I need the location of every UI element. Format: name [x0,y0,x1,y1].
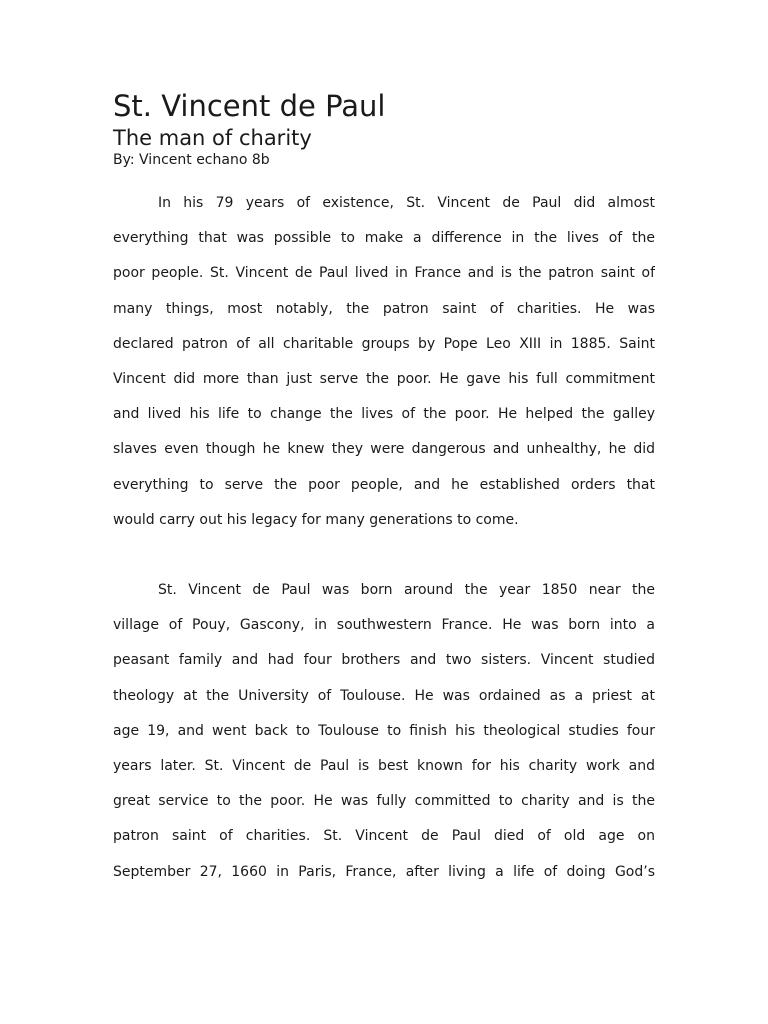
paragraph-line: September 27, 1660 in Paris, France, after living a life of doing God’s [113,863,655,880]
paragraph-line: great service to the poor. He was fully committed to charity and is the [113,793,655,810]
paragraph-line: years later. St. Vincent de Paul is best known for his charity work and [113,757,655,774]
paragraph-line: everything that was possible to make a difference in the lives of the [113,230,655,247]
paragraph-line: declared patron of all charitable groups by Pope Leo XIII in 1885. Saint [113,335,655,352]
paragraph-line: many things, most notably, the patron saint of charities. He was [113,300,655,317]
paragraph-line: poor people. St. Vincent de Paul lived in France and is the patron saint of [113,265,655,282]
paragraph-line: village of Pouy, Gascony, in southwestern France. He was born into a [113,617,655,634]
paragraph-line: theology at the University of Toulouse. He was ordained as a priest at [113,687,655,704]
document-subtitle: The man of charity [113,126,312,150]
paragraph-line: age 19, and went back to Toulouse to finish his theological studies four [113,722,655,739]
paragraph-line: In his 79 years of existence, St. Vincent de Paul did almost [158,195,655,211]
paragraph-line: everything to serve the poor people, and he established orders that [113,476,655,493]
paragraph-1 [113,186,655,538]
paragraph-line: and lived his life to change the lives of the poor. He helped the galley [113,406,655,423]
paragraph-line: Vincent did more than just serve the poor. He gave his full commitment [113,370,655,387]
author-byline: By: Vincent echano 8b [113,152,270,168]
paragraph-line: St. Vincent de Paul was born around the year 1850 near the [158,582,655,598]
paragraph-2 [113,573,655,890]
paragraph-line: peasant family and had four brothers and two sisters. Vincent studied [113,652,655,669]
paragraph-line: patron saint of charities. St. Vincent de Paul died of old age on [113,828,655,845]
paragraph-line: slaves even though he knew they were dangerous and unhealthy, he did [113,441,655,458]
paragraph-line: would carry out his legacy for many generations to come. [113,511,519,528]
document-title: St. Vincent de Paul [113,89,386,123]
